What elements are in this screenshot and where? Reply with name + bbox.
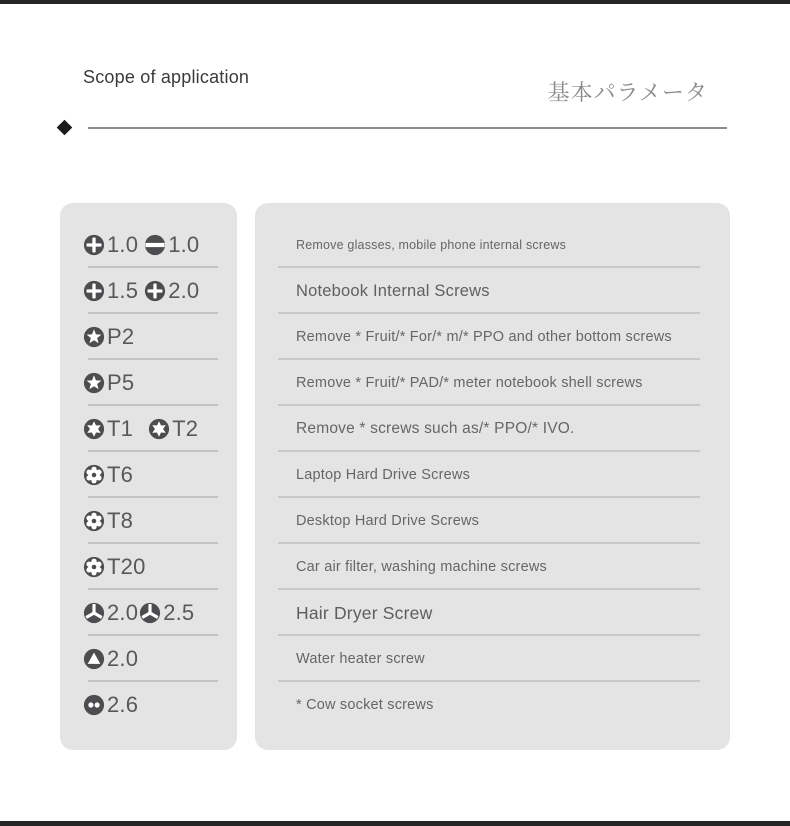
bit-group [83,600,138,626]
bit-row-content [60,682,237,728]
bit-size-label: T20 [107,554,146,579]
bit-row [60,406,237,452]
bit-row [60,268,237,314]
bit-size-label: 2.0 [168,278,200,303]
bit-size-label: T6 [107,462,134,487]
application-text: Remove * screws such as/* PPO/* IVO. [296,420,575,437]
bit-row-content [60,222,237,268]
bits-panel [60,203,237,750]
divider-line [88,127,727,129]
application-text: Hair Dryer Screw [296,602,433,623]
torx-security-icon [83,464,105,486]
bit-group [83,278,138,304]
top-border-bar [0,0,790,4]
bit-row-content [60,590,237,636]
phillips-icon [144,280,166,302]
u-type-icon [83,694,105,716]
bit-size-label: 2.0 [107,600,139,625]
application-row [255,590,730,636]
bit-row [60,682,237,728]
bit-row [60,544,237,590]
application-row [255,360,730,406]
bit-size-label: P5 [107,370,135,395]
bit-group [83,462,133,488]
slotted-icon [144,234,166,256]
bit-size-label: T8 [107,508,134,533]
bit-group [83,692,138,718]
bit-size-label: P2 [107,324,135,349]
bit-row-content [60,406,237,452]
torx-icon [148,418,170,440]
application-text: Notebook Internal Screws [296,281,490,300]
bit-row-content [60,636,237,682]
diamond-icon [57,120,73,136]
bit-row-content [60,360,237,406]
bit-row [60,360,237,406]
bit-size-label: 1.0 [168,232,200,257]
bottom-border-bar [0,821,790,826]
bit-row-content [60,314,237,360]
torx-security-icon [83,510,105,532]
phillips-icon [83,234,105,256]
bit-group [83,416,133,442]
bit-row-content [60,452,237,498]
page-title: Scope of application [83,67,250,87]
bit-group [83,370,134,396]
application-text: Desktop Hard Drive Screws [296,513,480,529]
bit-group [83,232,138,258]
application-row [255,498,730,544]
bit-row [60,498,237,544]
bit-row [60,590,237,636]
application-text: Car air filter, washing machine screws [296,559,547,575]
torx-icon [83,418,105,440]
bit-size-label: 2.6 [107,692,139,717]
bit-row-content [60,544,237,590]
bit-group [83,554,146,580]
bit-group [139,600,194,626]
bit-size-label: T1 [107,416,134,441]
bit-size-label: 2.5 [163,600,195,625]
bit-group [148,416,198,442]
application-row [255,314,730,360]
triangle-icon [83,648,105,670]
triwing-icon [83,602,105,624]
application-row [255,222,730,268]
section-divider [0,120,790,136]
application-text: Laptop Hard Drive Screws [296,467,471,483]
application-text: * Cow socket screws [296,697,434,713]
bit-row-content [60,498,237,544]
bit-group [83,646,138,672]
application-row [255,682,730,728]
bit-group [144,278,199,304]
bit-group [83,508,133,534]
phillips-icon [83,280,105,302]
bit-row [60,452,237,498]
application-row [255,636,730,682]
bit-row [60,314,237,360]
bit-row [60,222,237,268]
bit-row-content [60,268,237,314]
application-row [255,452,730,498]
application-text: Remove * Fruit/* PAD/* meter notebook shell screws [296,375,643,391]
page-subtitle: 基本パラメータ [547,80,708,105]
applications-panel [255,203,730,750]
triwing-icon [139,602,161,624]
pentalobe-icon [83,326,105,348]
application-row [255,544,730,590]
pentalobe-icon [83,372,105,394]
bit-group [144,232,199,258]
bit-row [60,636,237,682]
application-text: Remove * Fruit/* For/* m/* PPO and other bottom screws [296,329,672,345]
torx-security-icon [83,556,105,578]
bit-size-label: 1.5 [107,278,139,303]
application-text: Remove glasses, mobile phone internal screws [296,238,567,252]
application-row [255,406,730,452]
bit-size-label: 2.0 [107,646,139,671]
bit-size-label: 1.0 [107,232,139,257]
application-row [255,268,730,314]
bit-group [83,324,134,350]
application-text: Water heater screw [296,651,425,667]
bit-size-label: T2 [172,416,199,441]
